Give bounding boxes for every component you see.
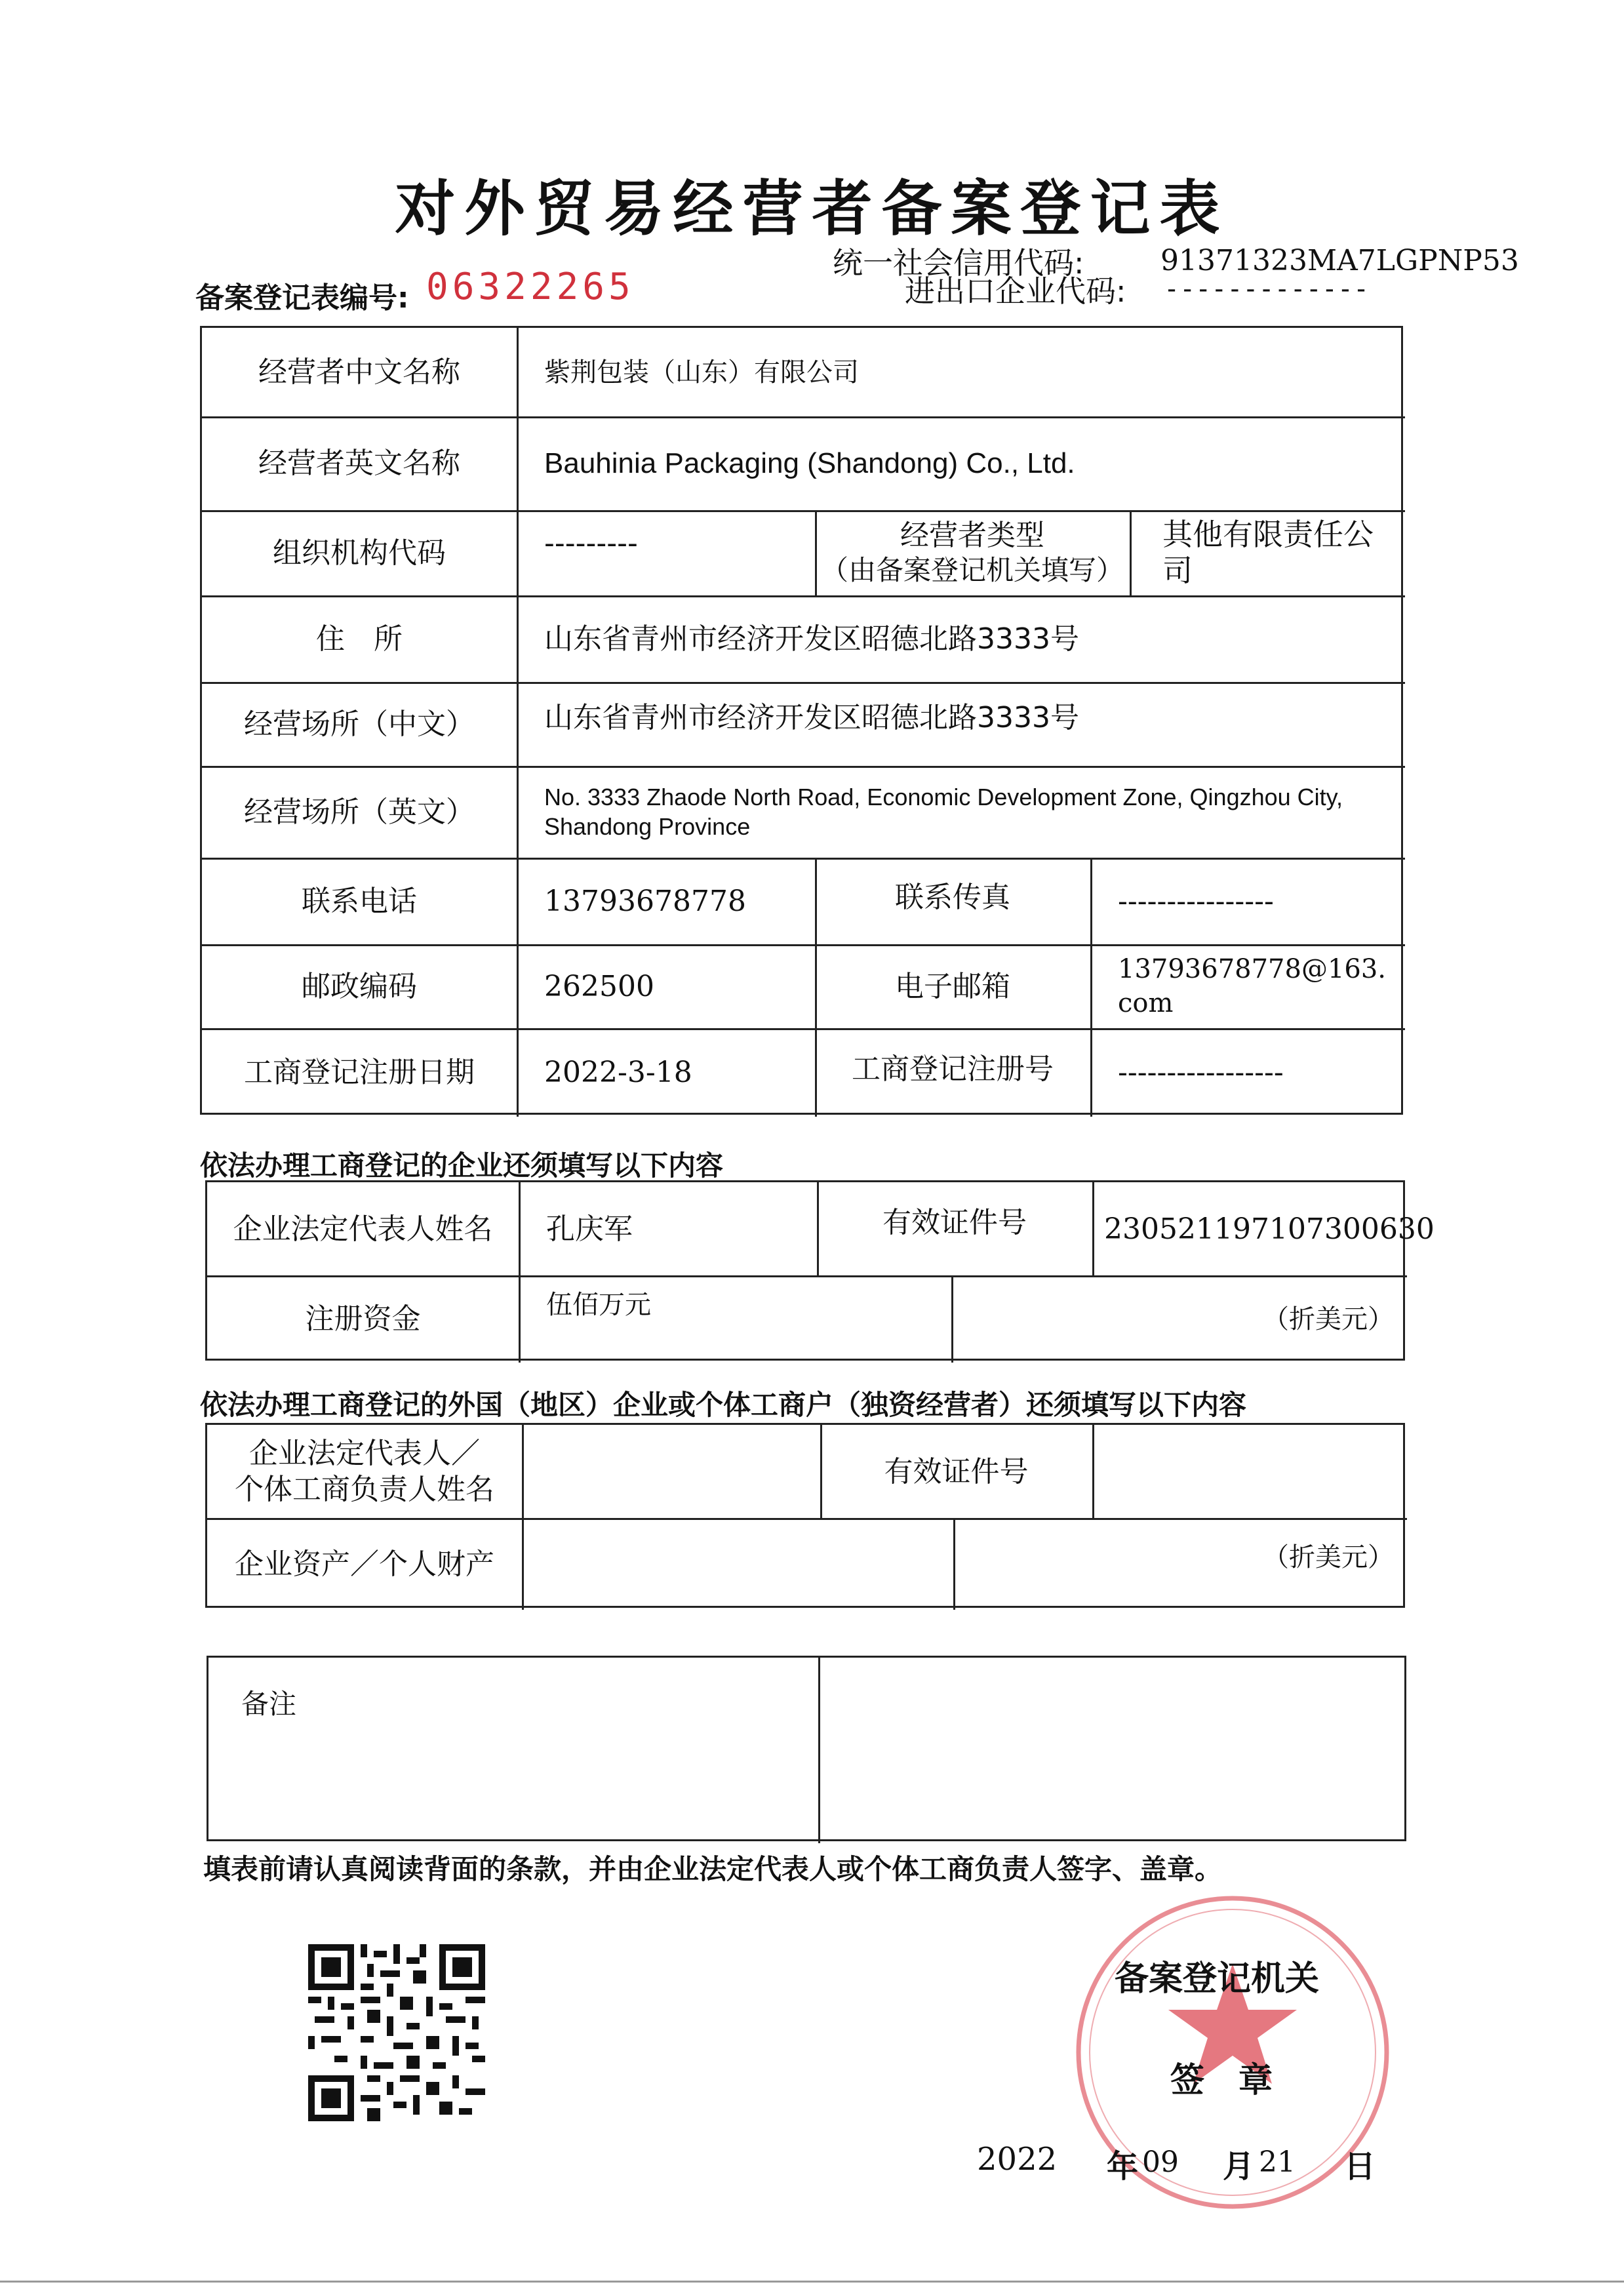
- address-label: 住 所: [316, 622, 403, 656]
- foreign-rep-label-line1: 企业法定代表人／: [249, 1437, 480, 1470]
- org-code-value: ---------: [544, 526, 638, 560]
- foreign-id-label: 有效证件号: [884, 1454, 1029, 1488]
- filing-number: 06322265: [426, 266, 635, 308]
- qr-code: [308, 1944, 485, 2121]
- en-name-value: Bauhinia Packaging (Shandong) Co., Ltd.: [544, 447, 1075, 479]
- date-day: 21: [1259, 2145, 1296, 2179]
- legal-rep-label: 企业法定代表人姓名: [233, 1212, 493, 1246]
- reg-no-label: 工商登记注册号: [852, 1052, 1054, 1086]
- cn-name-value: 紫荆包装（山东）有限公司: [544, 357, 859, 388]
- date-month: 09: [1142, 2145, 1179, 2179]
- fax-value: ----------------: [1118, 884, 1274, 918]
- fax-label: 联系传真: [895, 880, 1010, 914]
- id-number-label: 有效证件号: [882, 1205, 1027, 1239]
- section-foreign-title: 依法办理工商登记的外国（地区）企业或个体工商户（独资经营者）还须填写以下内容: [200, 1389, 1247, 1421]
- reg-date-value: 2022-3-18: [544, 1056, 692, 1089]
- business-type-label: [815, 510, 1130, 595]
- phone-value: 13793678778: [544, 884, 746, 918]
- credit-code-label: 统一社会信用代码:: [833, 245, 1084, 281]
- cn-name-label: 经营者中文名称: [258, 355, 460, 389]
- postal-value: 262500: [544, 969, 654, 1003]
- reg-date-label: 工商登记注册日期: [244, 1056, 475, 1089]
- foreign-table: [205, 1423, 1405, 1608]
- capital-usd-label: （折美元）: [1263, 1304, 1394, 1334]
- date-year-unit: 年: [1107, 2148, 1139, 2185]
- business-type-value: 其他有限责任公司: [1162, 516, 1374, 588]
- business-type-label-line2: （由备案登记机关填写）: [820, 554, 1124, 587]
- credit-code-value: 91371323MA7LGPNP53: [1160, 244, 1519, 277]
- footer-note: 填表前请认真阅读背面的条款，并由企业法定代表人或个体工商负责人签字、盖章。: [203, 1853, 1223, 1885]
- postal-label: 邮政编码: [302, 969, 417, 1003]
- business-type-label-line1: 经营者类型: [900, 519, 1044, 553]
- phone-label: 联系电话: [302, 884, 417, 918]
- domestic-table: [205, 1180, 1435, 1361]
- authority-label: 备案登记机关: [1115, 1959, 1320, 1999]
- seal-label: 签 章: [1170, 2061, 1273, 2100]
- ie-code-value: -------------: [1164, 274, 1370, 304]
- place-en-label: 经营场所（英文）: [244, 795, 475, 829]
- capital-label: 注册资金: [305, 1302, 421, 1336]
- date-day-unit: 日: [1344, 2148, 1376, 2185]
- org-code-label: 组织机构代码: [273, 536, 446, 570]
- filing-number-label: 备案登记表编号:: [195, 281, 409, 315]
- reg-no-value: -----------------: [1118, 1056, 1284, 1089]
- id-number-value: 230521197107300630: [1104, 1212, 1435, 1246]
- remarks-label: 备注: [241, 1688, 297, 1720]
- legal-rep-name: 孔庆军: [546, 1212, 633, 1246]
- place-cn-label: 经营场所（中文）: [244, 707, 475, 741]
- capital-value: 伍佰万元: [546, 1290, 651, 1320]
- foreign-rep-label: [207, 1425, 522, 1518]
- date-year: 2022: [977, 2141, 1058, 2178]
- date-month-unit: 月: [1223, 2148, 1255, 2185]
- remarks-box: [207, 1656, 1406, 1841]
- place-cn-value: 山东省青州市经济开发区昭德北路3333号: [544, 700, 1079, 734]
- address-value: 山东省青州市经济开发区昭德北路3333号: [544, 622, 1079, 656]
- email-value: 13793678778@163.com: [1118, 954, 1387, 1018]
- section-domestic-title: 依法办理工商登记的企业还须填写以下内容: [200, 1149, 724, 1182]
- assets-usd-label: （折美元）: [1263, 1542, 1394, 1572]
- ie-code-label: 进出口企业代码:: [905, 273, 1126, 309]
- en-name-label: 经营者英文名称: [258, 447, 460, 480]
- main-table: [200, 326, 1403, 1115]
- page-edge: [0, 2281, 1624, 2283]
- place-en-value: No. 3333 Zhaode North Road, Economic Development Zone, Qingzhou City, Shandong Province: [544, 784, 1343, 840]
- foreign-rep-label-line2: 个体工商负责人姓名: [235, 1473, 494, 1506]
- email-label: 电子邮箱: [895, 969, 1010, 1003]
- page-title: 对外贸易经营者备案登记表: [395, 174, 1229, 244]
- assets-label: 企业资产／个人财产: [235, 1547, 494, 1581]
